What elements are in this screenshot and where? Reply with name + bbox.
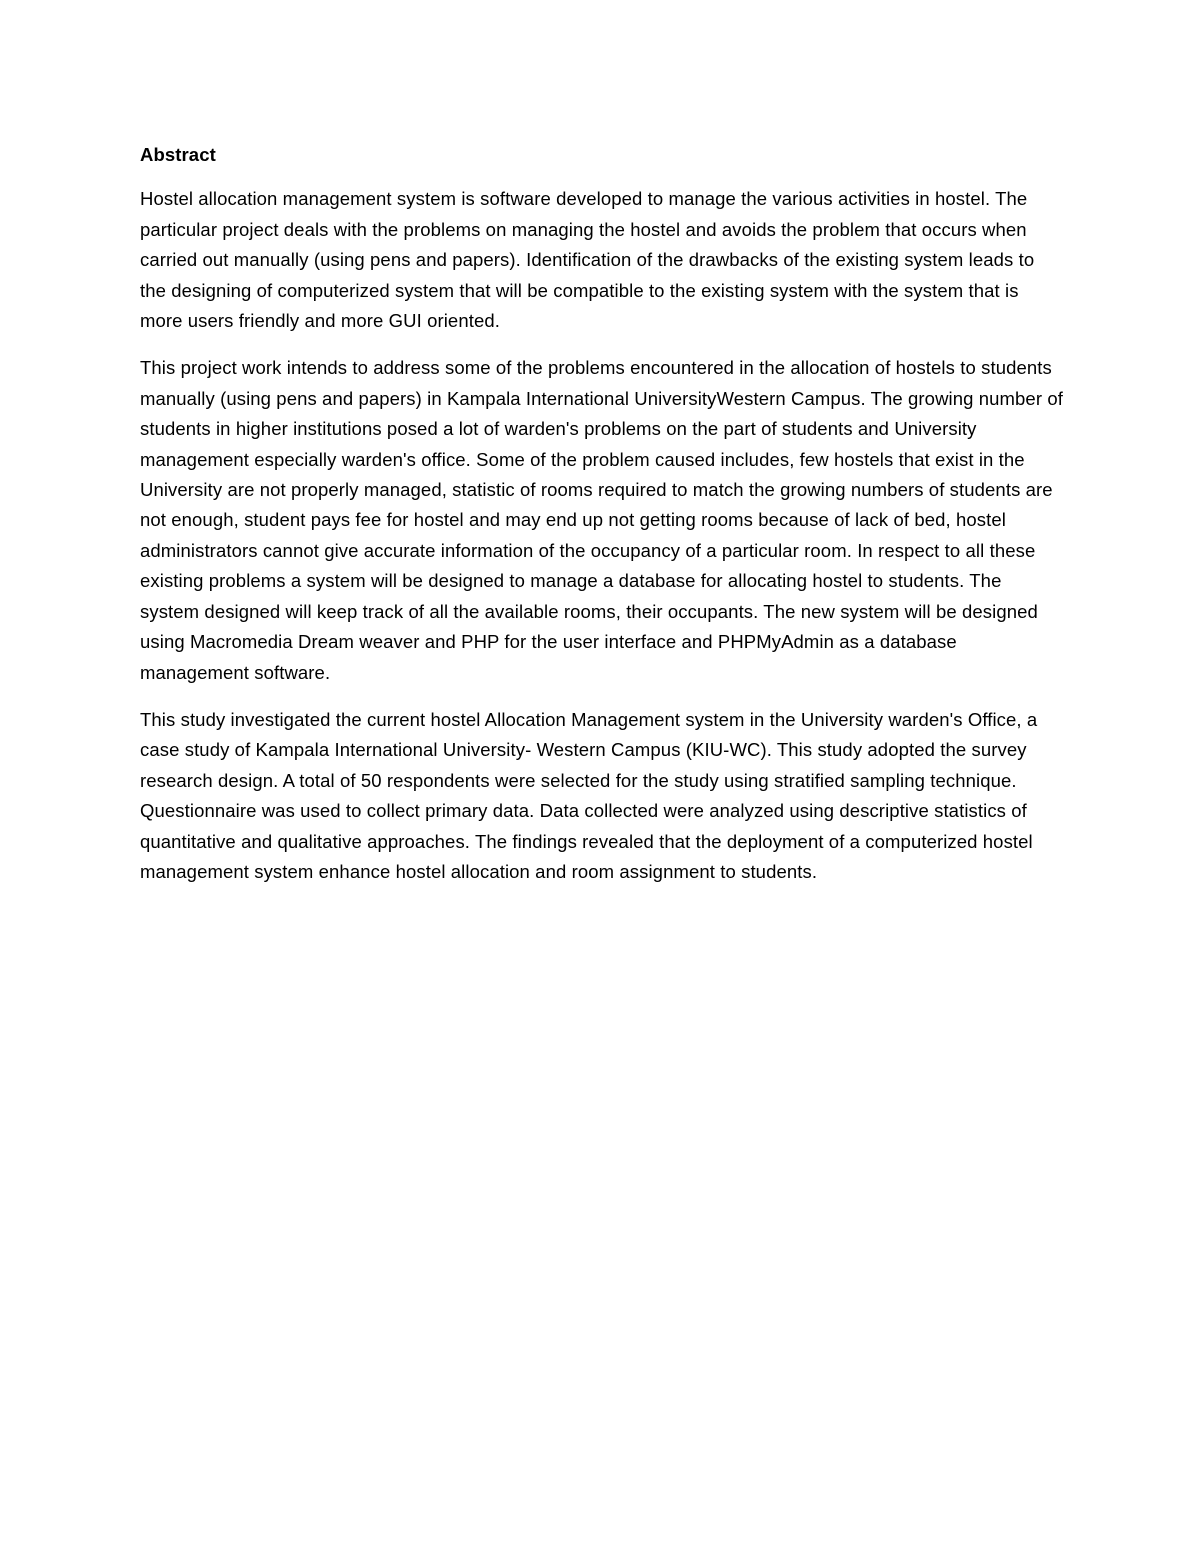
abstract-paragraph-3: This study investigated the current hostel Allocation Management system in the University warden's Office, a case study of Kampala International University- Western Campus (KIU-WC). This study adopted the survey research design. A total of 50 respondents were selected for the study using stratified sampling technique. Questionnaire was used to collect primary data. Data collected were analyzed using descriptive statistics of quantitative and qualitative approaches. The findings revealed that the deployment of a computerized hostel management system enhance hostel allocation and room assignment to students.	[140, 708, 1038, 882]
abstract-paragraph-2: This project work intends to address some of the problems encountered in the allocation of hostels to students manually (using pens and papers) in Kampala International UniversityWestern Campus. The growing number of students in higher institutions posed a lot of warden's problems on the part of students and University management especially warden's office. Some of the problem caused includes, few hostels that exist in the University are not properly managed, statistic of rooms required to match the growing numbers of students are not enough, student pays fee for hostel and may end up not getting rooms because of lack of bed, hostel administrators cannot give accurate information of the occupancy of a particular room. In respect to all these existing problems a system will be designed to manage a database for allocating hostel to students. The system designed will keep track of all the available rooms, their occupants. The new system will be designed using Macromedia Dream weaver and PHP for the user interface and PHPMyAdmin as a database management software.	[140, 357, 1063, 683]
abstract-paragraph-1: Hostel allocation management system is software developed to manage the various activities in hostel. The particular project deals with the problems on managing the hostel and avoids the problem that occurs when carried out manually (using pens and papers). Identification of the drawbacks of the existing system leads to the designing of computerized system that will be compatible to the existing system with the system that is more users friendly and more GUI oriented.	[140, 188, 1035, 332]
abstract-heading: Abstract	[140, 144, 216, 165]
document-body	[140, 140, 1065, 904]
